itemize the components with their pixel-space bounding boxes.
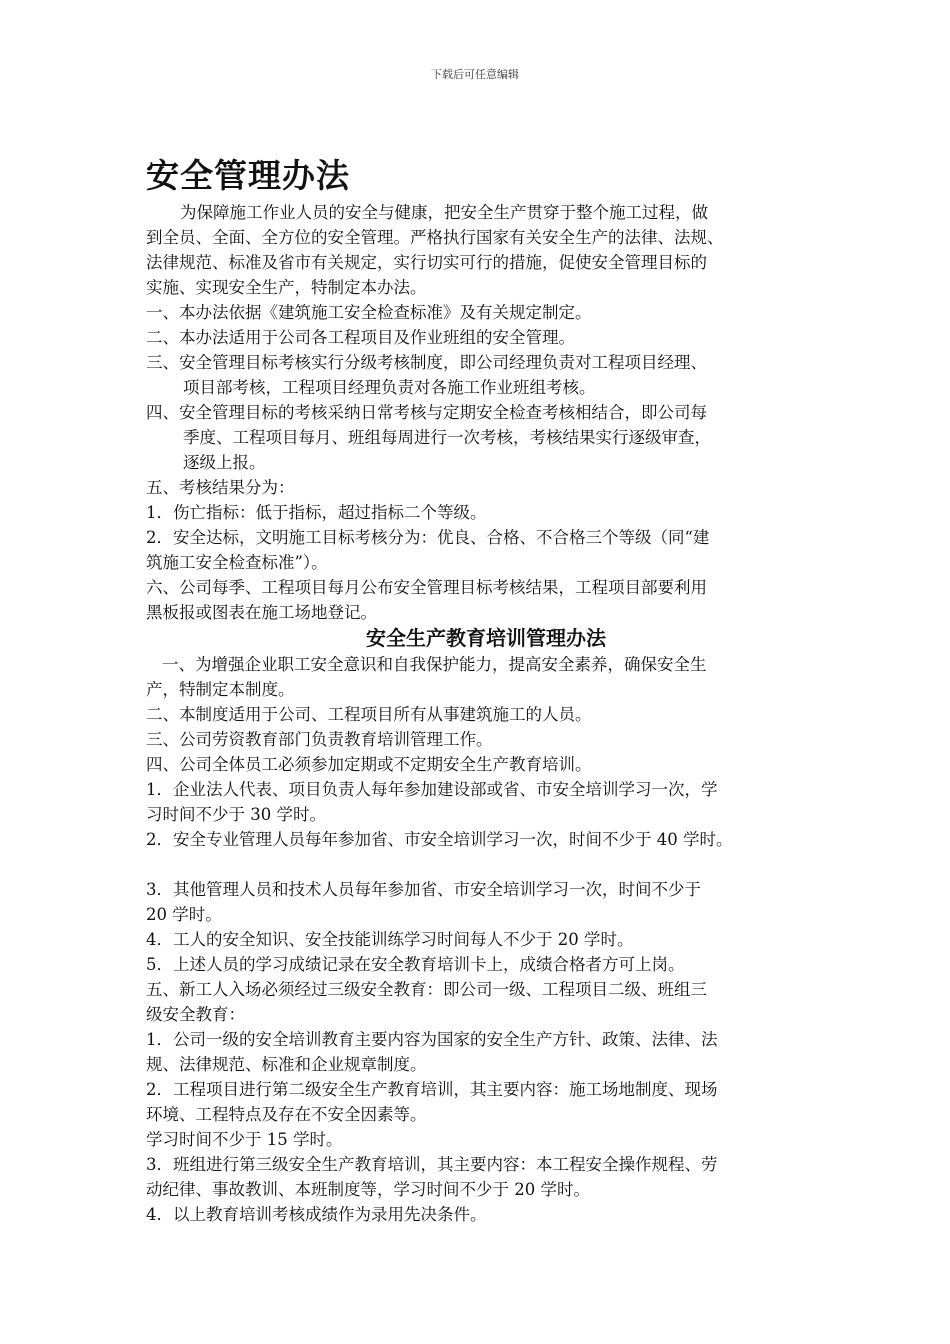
- section2-line: 5．上述人员的学习成绩记录在安全教育培训卡上，成绩合格者方可上岗。: [146, 955, 685, 974]
- section1-item: 2．安全达标，文明施工目标考核分为：优良、合格、不合格三个等级（同“建: [146, 528, 710, 547]
- section2-line: 级安全教育：: [146, 1005, 245, 1024]
- blank-line: [146, 852, 826, 877]
- section2-line: 三、公司劳资教育部门负责教育培训管理工作。: [146, 730, 493, 749]
- section1-title: 安全管理办法: [146, 156, 350, 195]
- section1-item: 筑施工安全检查标准”）。: [146, 553, 328, 572]
- section2-line: 规、法律规范、标准和企业规章制度。: [146, 1055, 427, 1074]
- intro-line: 为保障施工作业人员的安全与健康，把安全生产贯穿于整个施工过程，做: [180, 203, 708, 222]
- section1-item: 六、公司每季、工程项目每月公布安全管理目标考核结果，工程项目部要利用: [146, 578, 707, 597]
- section2-line: 二、本制度适用于公司、工程项目所有从事建筑施工的人员。: [146, 705, 592, 724]
- section1-item: 一、本办法依据《建筑施工安全检查标准》及有关规定制定。: [146, 303, 592, 322]
- document-body: [146, 200, 826, 1227]
- section2-line: 产，特制定本制度。: [146, 680, 295, 699]
- section2-line: 环境、工程特点及存在不安全因素等。: [146, 1105, 427, 1124]
- section2-line: 3．班组进行第三级安全生产教育培训，其主要内容：本工程安全操作规程、劳: [146, 1155, 718, 1174]
- section1-item: 二、本办法适用于公司各工程项目及作业班组的安全管理。: [146, 328, 575, 347]
- section2-line: 五、新工人入场必须经过三级安全教育：即公司一级、工程项目二级、班组三: [146, 980, 707, 999]
- section2-line: 习时间不少于 30 学时。: [146, 805, 326, 824]
- section2-line: 1．公司一级的安全培训教育主要内容为国家的安全生产方针、政策、法律、法: [146, 1030, 718, 1049]
- section1-item: 三、安全管理目标考核实行分级考核制度，即公司经理负责对工程项目经理、: [146, 353, 707, 372]
- section2-line: 2．工程项目进行第二级安全生产教育培训，其主要内容：施工场地制度、现场: [146, 1080, 718, 1099]
- section1-item: 项目部考核，工程项目经理负责对各施工作业班组考核。: [183, 378, 596, 397]
- intro-line: 法律规范、标准及省市有关规定，实行切实可行的措施，促使安全管理目标的: [146, 253, 707, 272]
- section1-item: 逐级上报。: [183, 453, 266, 472]
- section2-line: 1．企业法人代表、项目负责人每年参加建设部或省、市安全培训学习一次，学: [146, 780, 718, 799]
- section1-item: 四、安全管理目标的考核采纳日常考核与定期安全检查考核相结合，即公司每: [146, 403, 707, 422]
- section2-line: 四、公司全体员工必须参加定期或不定期安全生产教育培训。: [146, 755, 592, 774]
- section2-line: 3．其他管理人员和技术人员每年参加省、市安全培训学习一次，时间不少于: [146, 880, 701, 899]
- section1-item: 季度、工程项目每月、班组每周进行一次考核，考核结果实行逐级审查，: [183, 428, 711, 447]
- section2-line: 20 学时。: [146, 905, 222, 924]
- section2-title: 安全生产教育培训管理办法: [366, 626, 606, 650]
- section2-line: 4．工人的安全知识、安全技能训练学习时间每人不少于 20 学时。: [146, 930, 634, 949]
- section1-item: 黑板报或图表在施工场地登记。: [146, 603, 377, 622]
- section1-item: 1．伤亡指标：低于指标，超过指标二个等级。: [146, 503, 487, 522]
- section2-line: 4．以上教育培训考核成绩作为录用先决条件。: [146, 1205, 487, 1224]
- section2-line: 动纪律、事故教训、本班制度等，学习时间不少于 20 学时。: [146, 1180, 590, 1199]
- intro-line: 到全员、全面、全方位的安全管理。严格执行国家有关安全生产的法律、法规、: [146, 228, 724, 247]
- section1-item: 五、考核结果分为：: [146, 478, 295, 497]
- header-note: 下载后可任意编辑: [431, 68, 519, 81]
- intro-line: 实施、实现安全生产，特制定本办法。: [146, 278, 427, 297]
- section2-line: 一、为增强企业职工安全意识和自我保护能力，提高安全素养，确保安全生: [162, 655, 707, 674]
- section2-line: 2．安全专业管理人员每年参加省、市安全培训学习一次，时间不少于 40 学时。: [146, 830, 733, 849]
- section2-line: 学习时间不少于 15 学时。: [146, 1130, 343, 1149]
